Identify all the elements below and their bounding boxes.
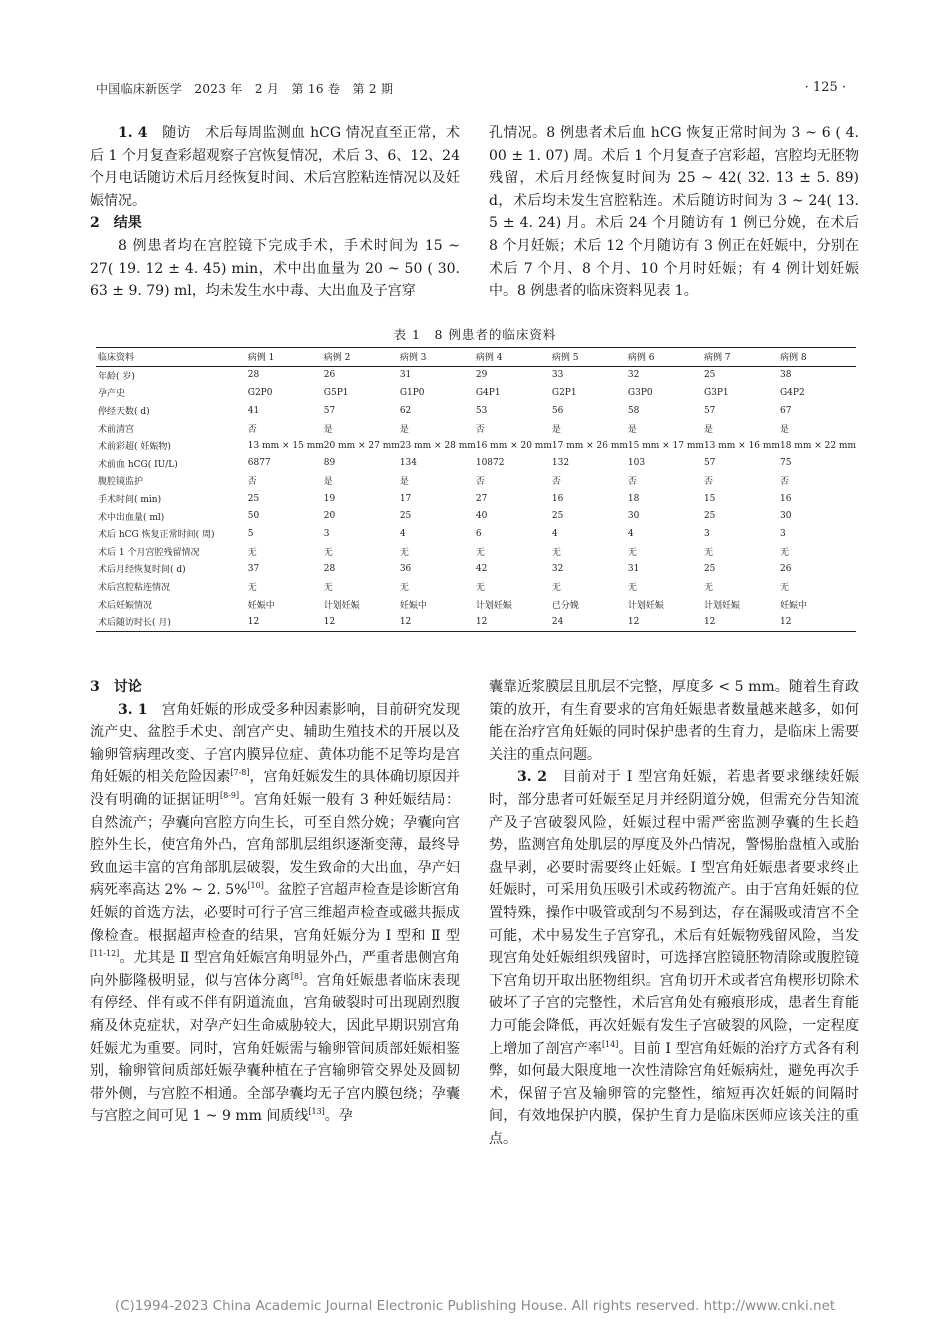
table-row: [96, 543, 856, 561]
table-cell: 是: [323, 477, 333, 488]
table-cell: 4: [627, 528, 634, 539]
section-1-4-text: 随访 术后每周监测血 hCG 情况直至正常，术后 1 个月复查彩超观察子宫恢复情况，术后 3、6、12、24 个月电话随访术后月经恢复时间、术后宫腔粘连情况以及妊娠情况。: [90, 125, 461, 209]
table-cell: 无: [551, 583, 561, 594]
table-cell: 37: [247, 563, 260, 574]
table-cell: 25: [703, 511, 716, 522]
citation: [10]: [247, 881, 264, 891]
table-header-cell: 病例 2: [323, 353, 351, 364]
table-cell: 25: [703, 563, 716, 574]
table-cell: 38: [779, 370, 792, 381]
table-cell: 36: [399, 563, 412, 574]
table-cell: 16: [779, 493, 792, 504]
table-header-cell: 临床资料: [98, 353, 135, 364]
table-cell: 妊娠中: [247, 600, 275, 611]
table-cell: 否: [703, 477, 713, 488]
section-2-heading: 2 结果: [90, 215, 142, 232]
table-cell: 32: [551, 563, 564, 574]
table-cell: G5P1: [323, 387, 349, 398]
table-cell: 57: [703, 458, 716, 469]
citation: [13]: [308, 1107, 325, 1117]
copyright-footer: (C)1994-2023 China Academic Journal Electronic Publishing House. All rights reserved. http://www.cnki.net: [114, 1298, 836, 1314]
table-cell: 62: [399, 405, 412, 416]
table-cell: 103: [627, 458, 646, 469]
table-cell: 20 mm × 27 mm: [323, 440, 400, 451]
table-cell: 26: [323, 370, 336, 381]
table-cell: 16 mm × 20 mm: [475, 440, 552, 451]
row-label-cell: 术前血 hCG( IU/L): [98, 459, 178, 470]
table-cell: 无: [779, 583, 789, 594]
table-cell: 3: [779, 528, 786, 539]
table-cell: 25: [399, 511, 412, 522]
table-cell: G1P0: [399, 387, 425, 398]
table-cell: 12: [627, 616, 640, 627]
table-cell: 67: [779, 405, 792, 416]
table-cell: 50: [247, 511, 260, 522]
table-cell: 否: [247, 477, 257, 488]
table-cell: 4: [551, 528, 558, 539]
table-cell: 56: [551, 405, 564, 416]
results-continued: 孔情况。8 例患者术后血 hCG 恢复正常时间为 3 ~ 6 ( 4. 00 ± 1. 07) 周。术后 1 个月复查子宫彩超，宫腔均无胚物残留，术后月经恢复时间为 25 ~ 42( 32. 13 ± 5. 89) d，术后均未发生宫腔粘连。术后随访时间为 3 ~ 24( 13. 5 ± 4. 24) 月。术后 24 个月随访有 1 例已分娩，在术后 8 个月妊娠；术后 12 个月随访有 3 例正在妊娠中，分别在术后 7 个月、8 个月、10 个月时妊娠；有 4 例计划妊娠中。8 例患者的临床资料见表 1。: [489, 125, 859, 300]
table-cell: 132: [551, 458, 570, 469]
table-cell: 13 mm × 15 mm: [247, 440, 324, 451]
table-cell: 25: [703, 370, 716, 381]
table-cell: 计划妊娠: [627, 600, 664, 611]
citation: [8]: [290, 971, 303, 981]
table-cell: G3P1: [703, 387, 729, 398]
table-cell: 58: [627, 405, 640, 416]
table-header-cell: 病例 6: [627, 353, 655, 364]
row-label-cell: 术前彩超( 妊娠物): [98, 442, 171, 453]
table-cell: 无: [703, 583, 713, 594]
row-label-cell: 术前清宫: [98, 424, 135, 435]
table-cell: 27: [475, 493, 488, 504]
table-cell: 12: [703, 616, 716, 627]
table-cell: 否: [627, 477, 637, 488]
table-cell: 无: [247, 583, 257, 594]
table-cell: 3: [323, 528, 330, 539]
table-cell: 4: [399, 528, 406, 539]
table-header-cell: 病例 3: [399, 353, 427, 364]
table-cell: 妊娠中: [779, 600, 807, 611]
table-cell: 17: [399, 493, 412, 504]
table-cell: 无: [323, 547, 333, 558]
table-cell: 否: [475, 477, 485, 488]
table-cell: 是: [779, 424, 789, 435]
section-3-2-number: 3. 2: [517, 769, 547, 786]
section-3-1-continued: 囊靠近浆膜层且肌层不完整，厚度多 < 5 mm。随着生育政策的放开，有生育要求的宫角妊娠患者数量越来越多，如何能在治疗宫角妊娠的同时保护患者的生育力，是临床上需要关注的重点问题。: [489, 679, 859, 763]
table-cell: 5: [247, 528, 254, 539]
table-cell: 16: [551, 493, 564, 504]
table-row: [96, 507, 856, 525]
table-cell: 是: [323, 424, 333, 435]
table-cell: 无: [323, 583, 333, 594]
table-cell: 29: [475, 370, 488, 381]
table-cell: 31: [627, 563, 640, 574]
table-cell: 23 mm × 28 mm: [399, 440, 476, 451]
table-cell: G2P1: [551, 387, 577, 398]
table-cell: 无: [703, 547, 713, 558]
table-cell: 否: [475, 424, 485, 435]
row-label-cell: 术中出血量( ml): [98, 512, 165, 523]
row-label-cell: 年龄( 岁): [98, 371, 135, 382]
row-label-cell: 术后月经恢复时间( d): [98, 565, 186, 576]
table-cell: G3P0: [627, 387, 653, 398]
table-cell: 12: [399, 616, 412, 627]
table-cell: 无: [475, 547, 485, 558]
table-cell: 是: [627, 424, 637, 435]
table-row: [96, 595, 856, 613]
table-cell: 计划妊娠: [475, 600, 512, 611]
table-header-cell: 病例 7: [703, 353, 731, 364]
section-1-4: [90, 122, 460, 212]
table-row: [96, 419, 856, 437]
section-2-text: 8 例患者均在宫腔镜下完成手术，手术时间为 15 ~ 27( 19. 12 ± 4. 45) min，术中出血量为 20 ~ 50 ( 30. 63 ± 9. 79) ml，均未发生水中毒、大出血及子宫穿: [90, 237, 460, 300]
table-cell: 15: [703, 493, 716, 504]
section-3-2: [489, 766, 859, 1150]
table-cell: 28: [247, 370, 260, 381]
citation: [14]: [601, 1039, 619, 1049]
citation: [11-12]: [90, 949, 120, 959]
table-cell: 否: [551, 477, 561, 488]
section-3-1-number: 3. 1: [118, 701, 148, 718]
table-row: [96, 402, 856, 420]
section-3-1-text: 。宫角妊娠患者临床表现有停经、伴有或不伴有阴道流血，宫角破裂时可出现剧烈腹痛及休克症状，对孕产妇生命威胁较大，因此早期识别宫角妊娠尤为重要。同时，宫角妊娠需与输卵管间质部妊娠相鉴别，输卵管间质部妊娠孕囊种植在子宫输卵管交界处及圆韧带外侧，与宫腔不相通。全部孕囊均无子宫内膜包绕；孕囊与宫腔之间可见 1 ~ 9 mm 间质线: [90, 972, 461, 1125]
table-row: [96, 472, 856, 490]
citation: [7-8]: [230, 768, 250, 778]
table-cell: 30: [627, 511, 640, 522]
section-3-1-text: 。尤其是 Ⅱ 型宫角妊娠宫角明显外凸，严重者患侧宫角向外膨隆极明显，似与宫体分离: [90, 950, 460, 989]
row-label-cell: 手术时间( min): [98, 495, 162, 506]
row-label-cell: 术后 1 个月宫腔残留情况: [98, 547, 200, 558]
section-3-2-text: 。目前 Ⅰ 型宫角妊娠的治疗方式各有利弊，如何最大限度地一次性清除宫角妊娠病灶，避免再次手术，保留子宫及输卵管的完整性，缩短再次妊娠的间隔时间，有效地保护内膜，保护生育力是临床医师应该关注的重点。: [489, 1040, 859, 1147]
table-cell: 18: [627, 493, 640, 504]
table-row: [96, 366, 856, 384]
table-cell: 3: [703, 528, 710, 539]
table-cell: G2P0: [247, 387, 273, 398]
table-row: [96, 455, 856, 473]
clinical-data-table: [96, 347, 856, 632]
table-cell: 否: [779, 477, 789, 488]
table-cell: 75: [779, 458, 792, 469]
table-cell: 57: [323, 405, 336, 416]
row-label-cell: 腹腔镜监护: [98, 477, 144, 488]
table-cell: 89: [323, 458, 336, 469]
table-cell: G4P2: [779, 387, 805, 398]
table-cell: 无: [627, 583, 637, 594]
table-cell: 25: [247, 493, 260, 504]
table-row: [96, 525, 856, 543]
table-cell: 12: [475, 616, 488, 627]
table-cell: 31: [399, 370, 412, 381]
table-caption: 表 1 8 例患者的临床资料: [393, 327, 557, 342]
row-label-cell: 术后 hCG 恢复正常时间( 周): [98, 530, 215, 541]
table-cell: G4P1: [475, 387, 501, 398]
table-cell: 6: [475, 528, 482, 539]
table-row: [96, 384, 856, 402]
table-row: [96, 560, 856, 578]
table-cell: 是: [399, 477, 409, 488]
top-left-column: [90, 122, 460, 303]
table-cell: 无: [399, 583, 409, 594]
row-label-cell: 停经天数( d): [98, 407, 150, 418]
table-cell: 17 mm × 26 mm: [551, 440, 628, 451]
table-cell: 无: [247, 547, 257, 558]
table-row: [96, 578, 856, 596]
row-label-cell: 孕产史: [98, 389, 126, 400]
table-cell: 无: [399, 547, 409, 558]
section-3-1-text: ，宫角妊娠发生的具体确切原因并没有明确的证据证明: [90, 769, 461, 808]
table-header-cell: 病例 4: [475, 353, 503, 364]
table-cell: 42: [475, 563, 488, 574]
table-cell: 否: [247, 424, 257, 435]
table-cell: 12: [779, 616, 792, 627]
table-row: [96, 437, 856, 455]
table-cell: 计划妊娠: [703, 600, 740, 611]
table-cell: 已分娩: [551, 600, 579, 611]
section-3-1-text: 。孕: [324, 1108, 353, 1125]
table-row: [96, 490, 856, 508]
table-cell: 30: [779, 511, 792, 522]
table-cell: 25: [551, 511, 564, 522]
page-number: · 125 ·: [804, 80, 846, 95]
discussion-right-column: [489, 676, 859, 1150]
table-cell: 24: [551, 616, 564, 627]
table-cell: 41: [247, 405, 260, 416]
section-3-1: [90, 699, 460, 1128]
table-cell: 33: [551, 370, 564, 381]
table-cell: 无: [551, 547, 561, 558]
table-header-row: [96, 348, 856, 367]
section-3-1-text: 。宫角妊娠一般有 3 种妊娠结局：自然流产；孕囊向宫腔方向生长，可至自然分娩；孕囊向宫腔外生长，使宫角外凸，宫角部肌层组织逐渐变薄，最终导致血运丰富的宫角部肌层破裂，发生致命的大出血，孕产妇病死率高达 2% ~ 2. 5%: [90, 791, 460, 899]
discussion-left-column: [90, 676, 460, 1128]
table-cell: 无: [779, 547, 789, 558]
table-cell: 计划妊娠: [323, 600, 360, 611]
table-cell: 134: [399, 458, 417, 469]
table-cell: 53: [475, 405, 488, 416]
table-cell: 26: [779, 563, 792, 574]
table-cell: 19: [323, 493, 336, 504]
table-cell: 妊娠中: [399, 600, 427, 611]
top-right-column: [489, 122, 859, 303]
table-cell: 40: [475, 511, 488, 522]
table-cell: 57: [703, 405, 716, 416]
table-cell: 18 mm × 22 mm: [779, 440, 856, 451]
section-3-2-text: 目前对于 Ⅰ 型宫角妊娠，若患者要求继续妊娠时，部分患者可妊娠至足月并经阴道分娩，但需充分告知流产及子宫破裂风险，妊娠过程中需严密监测孕囊的生长趋势，监测宫角处肌层的厚度及外凸情况，警惕胎盘植入或胎盘早剥，必要时需要终止妊娠。Ⅰ 型宫角妊娠患者要求终止妊娠时，可采用负压吸引术或药物流产。由于宫角妊娠的位置特殊，操作中吸管或刮匀不易到达，存在漏吸或清宫不全可能，术中易发生子宫穿孔，术后有妊娠物残留风险，当发现宫角处妊娠组织残留时，可选择宫腔镜胚物清除或腹腔镜下宫角切开取出胚物组织。宫角切开术或者宫角楔形切除术破坏了子宫的完整性，术后宫角处有瘢痕形成，患者生育能力可能会降低，再次妊娠有发生子宫破裂的风险，一定程度上增加了剖宫产率: [489, 769, 859, 1057]
table-header-cell: 病例 1: [247, 353, 275, 364]
section-3-1-text: 。盆腔子宫超声检查是诊断宫角妊娠的首选方法，必要时可行子宫三维超声检查或磁共振成像检查。根据超声检查的结果，宫角妊娠分为 Ⅰ 型和 Ⅱ 型: [90, 882, 461, 944]
table-cell: 是: [399, 424, 409, 435]
section-3-1-text: 宫角妊娠的形成受多种因素影响，目前研究发现流产史、盆腔手术史、剖宫产史、辅助生殖技术的开展以及输卵管病理改变、子宫内膜异位症、黄体功能不足等均是宫角妊娠的相关危险因素: [90, 701, 461, 786]
table-cell: 28: [323, 563, 336, 574]
table-header-cell: 病例 5: [551, 353, 579, 364]
table-cell: 12: [247, 616, 260, 627]
table-cell: 无: [627, 547, 637, 558]
citation: [8-9]: [219, 790, 240, 800]
table-cell: 是: [703, 424, 713, 435]
table-cell: 是: [551, 424, 561, 435]
table-cell: 20: [323, 511, 336, 522]
table-cell: 32: [627, 370, 640, 381]
row-label-cell: 术后宫腔粘连情况: [98, 583, 171, 594]
table-body: [96, 366, 856, 631]
row-label-cell: 术后妊娠情况: [98, 600, 153, 611]
section-1-4-number: 1. 4: [118, 125, 148, 141]
journal-info: 中国临床新医学 2023 年 2 月 第 16 卷 第 2 期: [96, 82, 394, 96]
table-cell: 15 mm × 17 mm: [627, 440, 704, 451]
table-cell: 12: [323, 616, 336, 627]
table-header-cell: 病例 8: [779, 353, 807, 364]
table-cell: 13 mm × 16 mm: [703, 440, 780, 451]
table-cell: 无: [475, 583, 485, 594]
row-label-cell: 术后随访时长( 月): [98, 618, 171, 629]
running-header: [96, 80, 846, 100]
table-cell: 10872: [475, 458, 505, 469]
table-cell: 6877: [247, 458, 271, 469]
table-row: [96, 613, 856, 631]
section-3-heading: 3 讨论: [90, 679, 142, 695]
